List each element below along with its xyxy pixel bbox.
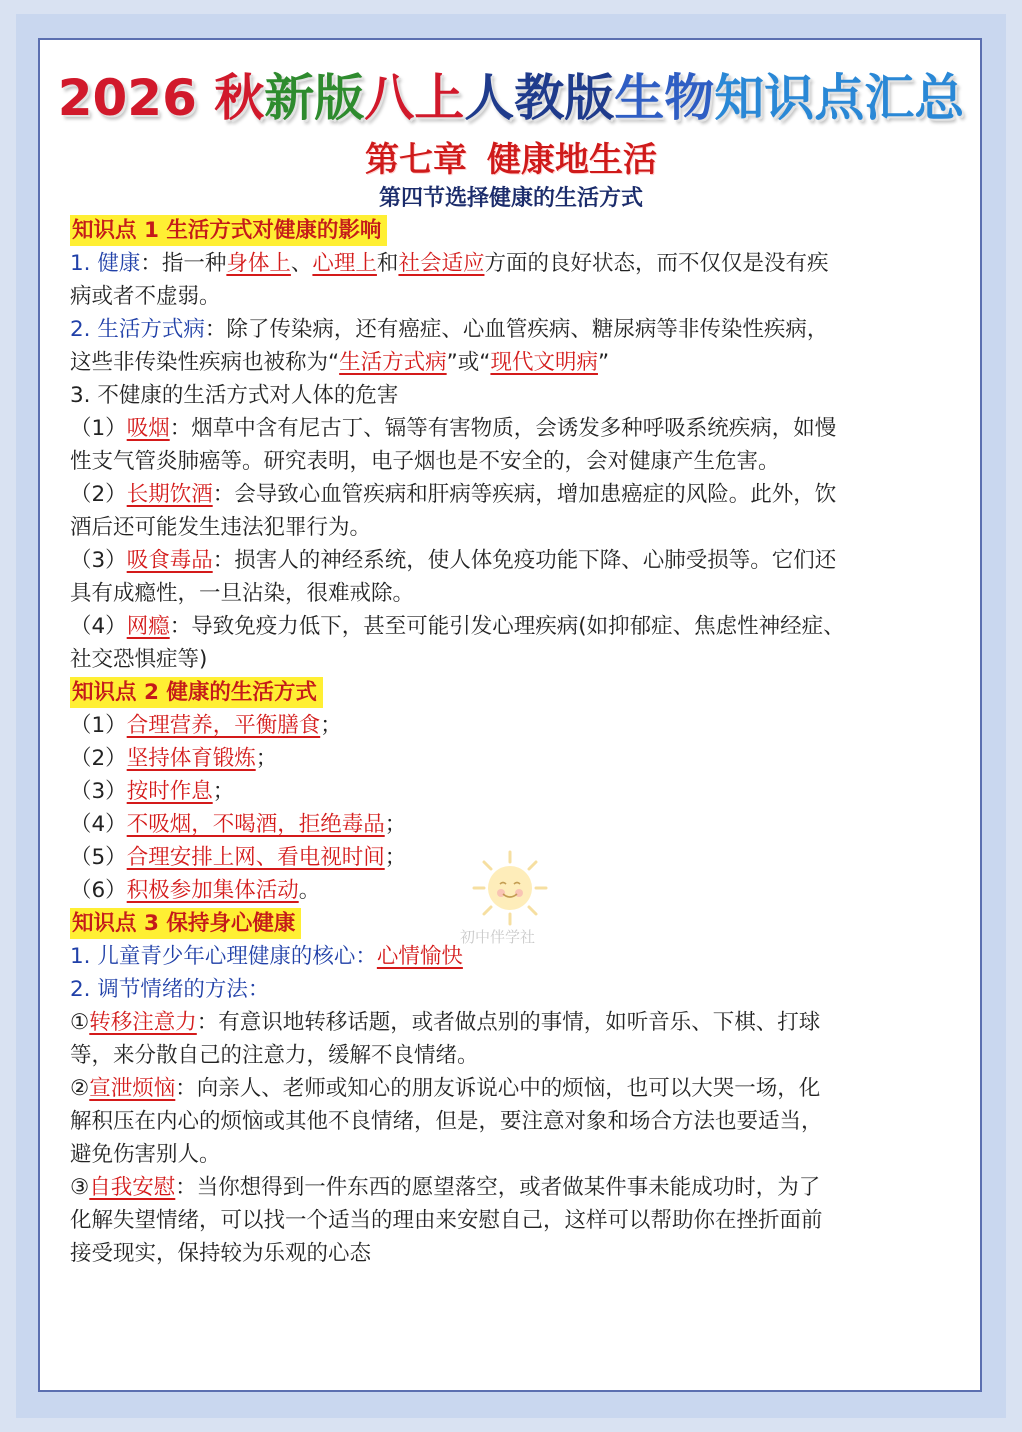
text: ” [597,350,610,375]
kp1-item1-line1 [70,247,954,280]
chapter-name: 健康地生活 [487,140,657,180]
kp1-item2-line1 [70,313,954,346]
sub-number: （1） [70,416,127,441]
keyword: 长期饮酒 [126,482,213,507]
keyword: 不吸烟，不喝酒，拒绝毒品 [126,812,385,837]
sub-number: （6） [70,878,127,903]
kp1-item1-line2: 病或者不虚弱。 [70,284,221,309]
punct: ； [320,713,342,738]
punct: 。 [298,878,321,903]
keyword: 生活方式病 [339,350,447,375]
kp3-method3-line2: 化解失望情绪，可以找一个适当的理由来安慰自己，这样可以帮助你在挫折面前 [70,1208,823,1233]
text: ：有意识地转移话题，或者做点别的事情，如听音乐、下棋、打球 [196,1010,821,1035]
text: ：指一种 [140,251,227,276]
keyword: 转移注意力 [89,1010,197,1035]
text: ”或“ [446,350,491,375]
sub-number: （4） [70,614,127,639]
kp1-sub4-line2: 社交恐惧症等) [70,647,208,672]
kp3-method1-line2: 等，来分散自己的注意力，缓解不良情绪。 [70,1043,479,1068]
sub-number: （5） [70,845,127,870]
kp3-method3-line3: 接受现实，保持较为乐观的心态 [70,1241,372,1266]
kp1-sub3-line1 [70,544,954,577]
text: ：导致免疫力低下，甚至可能引发心理疾病(如抑郁症、焦虑性神经症、 [169,614,845,639]
document-title [0,58,1022,130]
punct: ； [384,845,407,870]
kp3-item2: 2. 调节情绪的方法： [70,977,270,1002]
title-part-subject: 生物 [614,69,715,127]
keyword: 自我安慰 [89,1175,176,1200]
sub-number: （2） [70,746,127,771]
kp1-sub1-line2: 性支气管炎肺癌等。研究表明，电子烟也是不安全的，会对健康产生危害。 [70,449,780,474]
keyword: 按时作息 [126,779,213,804]
title-part-grade: 八上 [364,69,465,127]
kp3-method2-line1 [70,1072,954,1105]
keyword: 网瘾 [126,614,170,639]
kp2-heading: 知识点 2 健康的生活方式 [70,677,323,708]
sub-number: （2） [70,482,127,507]
item-label: 1. 健康 [70,251,141,276]
item-label: 1. 儿童青少年心理健康的核心： [70,944,377,969]
chapter-number: 第七章 [365,140,467,180]
keyword: 身体上 [226,251,291,276]
section-heading: 第四节选择健康的生活方式 [378,186,643,211]
kp3-method2-line3: 避免伤害别人。 [70,1142,221,1167]
kp2-item-4 [70,808,954,841]
punct: ； [384,812,407,837]
item-label: 2. 生活方式病 [70,317,205,342]
keyword: 宣泄烦恼 [89,1076,176,1101]
kp1-sub2-line1 [70,478,954,511]
punct: ； [212,779,235,804]
keyword: 吸食毒品 [126,548,213,573]
title-part-summary: 知识点汇总 [714,69,965,127]
keyword: 社会适应 [398,251,485,276]
kp3-heading: 知识点 3 保持身心健康 [70,908,301,939]
method-number: ① [70,1010,90,1035]
sub-number: （3） [70,779,127,804]
kp3-method1-line1 [70,1006,954,1039]
keyword: 坚持体育锻炼 [126,746,256,771]
text: 这些非传染性疾病也被称为“ [70,350,340,375]
kp1-sub2-line2: 酒后还可能发生违法犯罪行为。 [70,515,372,540]
kp1-item2-line2 [70,346,954,379]
keyword: 吸烟 [126,416,170,441]
kp1-item3: 3. 不健康的生活方式对人体的危害 [70,383,399,408]
watermark-text: 初中伴学社 [460,928,536,946]
keyword: 心理上 [312,251,377,276]
keyword: 现代文明病 [490,350,598,375]
sub-number: （3） [70,548,127,573]
title-part-year: 2026 秋 [57,69,265,127]
kp1-sub3-line2: 具有成瘾性，一旦沾染，很难戒除。 [70,581,415,606]
text: 和 [376,251,399,276]
kp2-item-1 [70,709,954,742]
text: ：烟草中含有尼古丁、镉等有害物质，会诱发多种呼吸系统疾病，如慢 [169,416,837,441]
text: ：向亲人、老师或知心的朋友诉说心中的烦恼，也可以大哭一场，化 [175,1076,821,1101]
keyword: 合理安排上网、看电视时间 [126,845,385,870]
kp3-method3-line1 [70,1171,954,1204]
title-part-edition: 人教版 [464,69,615,127]
text: ：当你想得到一件东西的愿望落空，或者做某件事未能成功时，为了 [175,1175,821,1200]
kp1-sub4-line1 [70,610,954,643]
method-number: ② [70,1076,90,1101]
chapter-heading [0,132,1022,181]
punct: ； [255,746,278,771]
keyword: 心情愉快 [376,944,463,969]
text: ：除了传染病，还有癌症、心血管疾病、糖尿病等非传染性疾病， [204,317,829,342]
kp1-heading: 知识点 1 生活方式对健康的影响 [70,215,387,246]
kp1-sub1-line1 [70,412,954,445]
keyword: 积极参加集体活动 [126,878,299,903]
kp3-method2-line2: 解积压在内心的烦恼或其他不良情绪，但是，要注意对象和场合方法也要适当， [70,1109,823,1134]
sub-number: （1） [70,713,127,738]
content-body [70,214,954,1270]
text: ：会导致心血管疾病和肝病等疾病，增加患癌症的风险。此外，饮 [212,482,837,507]
kp2-item-3 [70,775,954,808]
text: ：损害人的神经系统，使人体免疫功能下降、心肺受损等。它们还 [212,548,837,573]
text: 、 [290,251,313,276]
title-part-new: 新版 [264,69,365,127]
method-number: ③ [70,1175,90,1200]
text: 方面的良好状态，而不仅仅是没有疾 [484,251,829,276]
keyword: 合理营养，平衡膳食 [126,713,321,738]
sub-number: （4） [70,812,127,837]
sun-watermark-icon [470,848,550,928]
kp2-item-2 [70,742,954,775]
